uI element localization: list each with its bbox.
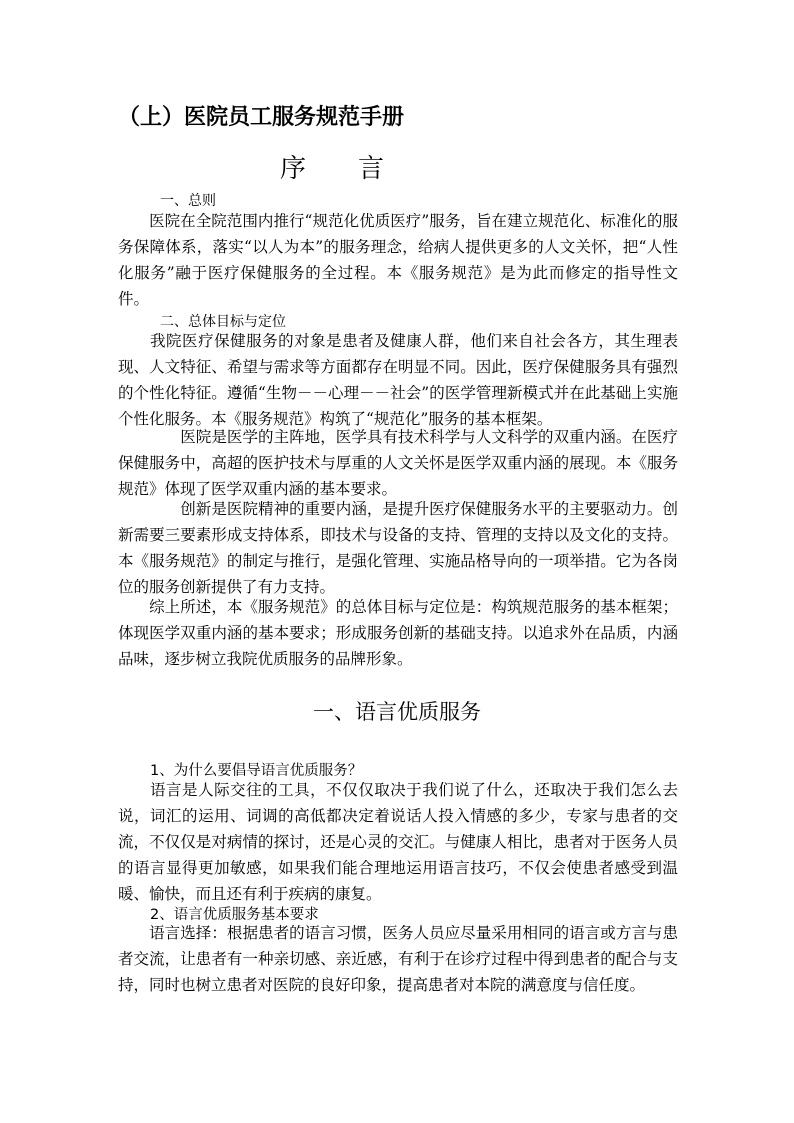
preface-heading: 序 言: [280, 154, 385, 184]
paragraph-language-choice: 语言选择：根据患者的语言习惯，医务人员应尽量采用相同的语言或方言与患者交流，让患者有一种亲切感、亲近感，有利于在诊疗过程中得到患者的配合与支持，同时也树立患者对医院的良好印象，提高患者对本院的满意度与信任度。: [118, 924, 678, 994]
paragraph-goals-3: 创新是医院精神的重要内涵，是提升医疗保健服务水平的主要驱动力。创新需要三要素形成支持体系，即技术与设备的支持、管理的支持以及文化的支持。本《服务规范》的制定与推行，是强化管理、实施品格导向的一项举措。它为各岗位的服务创新提供了有力支持。: [118, 500, 678, 596]
document-title: （上）医院员工服务规范手册: [118, 105, 405, 130]
question-why-language-service: 1、为什么要倡导语言优质服务？: [150, 763, 363, 779]
heading-general-rules: 一、总则: [160, 193, 216, 209]
paragraph-goals-2: 医院是医学的主阵地，医学具有技术科学与人文科学的双重内涵。在医疗保健服务中，高超的医护技术与厚重的人文关怀是医学双重内涵的展现。本《服务规范》体现了医学双重内涵的基本要求。: [118, 428, 678, 498]
heading-goals: 二、总体目标与定位: [160, 314, 286, 330]
paragraph-goals-summary: 综上所述，本《服务规范》的总体目标与定位是：构筑规范服务的基本框架；体现医学双重内涵的基本要求；形成服务创新的基础支持。以追求外在品质，内涵品味，逐步树立我院优质服务的品牌形象。: [118, 598, 678, 668]
paragraph-language-importance: 语言是人际交往的工具，不仅仅取决于我们说了什么，还取决于我们怎么去说，词汇的运用、词调的高低都决定着说话人投入情感的多少，专家与患者的交流，不仅仅是对病情的探讨，还是心灵的交汇。与健康人相比，患者对于医务人员的语言显得更加敏感，如果我们能合理地运用语言技巧，不仅会使患者感受到温暖、愉快，而且还有利于疾病的康复。: [118, 781, 678, 903]
paragraph-goals-1: 我院医疗保健服务的对象是患者及健康人群，他们来自社会各方，其生理表现、人文特征、希望与需求等方面都存在明显不同。因此，医疗保健服务具有强烈的个性化特征。遵循“生物－－心理－－社会”的医学管理新模式并在此基础上实施个性化服务。本《服务规范》构筑了“规范化”服务的基本框架。: [118, 332, 678, 428]
section-heading-language-service: 一、语言优质服务: [313, 700, 481, 724]
paragraph-general-rules: 医院在全院范围内推行“规范化优质医疗”服务，旨在建立规范化、标准化的服务保障体系，落实“以人为本”的服务理念，给病人提供更多的人文关怀，把“人性化服务”融于医疗保健服务的全过程。本《服务规范》是为此而修定的指导性文件。: [118, 212, 678, 308]
question-basic-requirements: 2、语言优质服务基本要求: [150, 907, 319, 923]
